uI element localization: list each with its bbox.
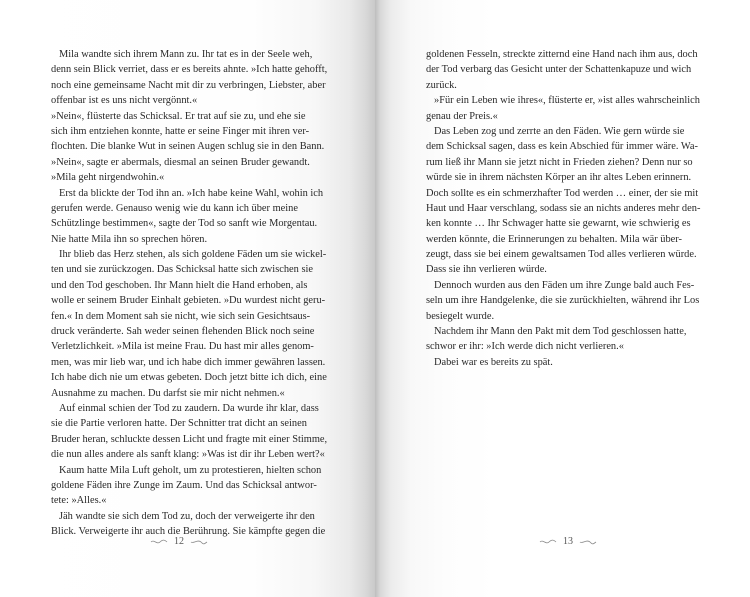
text-line: goldene Fäden ihre Zunge im Zaum. Und das Schicksal antwor- <box>51 479 317 491</box>
text-line: Dennoch wurden aus den Fäden um ihre Zunge bald auch Fes- <box>434 279 695 291</box>
text-line: Blick. Verweigerte ihr auch die Berührung. Sie kämpfte gegen die <box>51 526 326 538</box>
text-line: ten und sie zurückzogen. Das Schicksal hatte sich zwischen sie <box>51 264 313 276</box>
text-line: Schützlinge bestimmen«, sagte der Tod so sanft wie Morgentau. <box>51 218 318 230</box>
text-line: »Nein«, sagte er abermals, diesmal an seinen Bruder gewandt. <box>51 156 310 168</box>
text-line: »Für ein Leben wie ihres«, flüsterte er, »ist alles wahrscheinlich <box>434 95 700 107</box>
text-line: Ihr blieb das Herz stehen, als sich goldene Fäden um sie wickel- <box>59 249 327 261</box>
text-line: werden könnte, die Erinnerungen zu behalten. Mila wär über- <box>426 233 682 245</box>
text-line: rum ließ ihr Mann sie jetzt nicht in Frieden ziehen? Denn nur so <box>426 156 693 168</box>
text-line: Haut und Haar verschlang, sodass sie an nichts anderes mehr den- <box>426 202 701 214</box>
text-line: Verletzlichkeit. »Mila ist meine Frau. Du hast mir alles genom- <box>51 341 314 353</box>
text-line: ken konnte … Ihr Schwager hatte sie gewarnt, wie schwierig es <box>426 218 691 230</box>
text-line: und den Tod geschoben. Ihr Mann hielt die Hand erhoben, als <box>51 279 308 291</box>
text-line: besiegelt wurde. <box>426 310 495 322</box>
text-line: Nachdem ihr Mann den Pakt mit dem Tod geschlossen hatte, <box>434 326 687 338</box>
text-line: Erst da blickte der Tod ihn an. »Ich habe keine Wahl, wohin ich <box>59 187 324 199</box>
text-line: Ich habe dich nie um etwas gebeten. Doch jetzt bitte ich dich, eine <box>51 372 327 384</box>
text-line: Auf einmal schien der Tod zu zaudern. Da wurde ihr klar, dass <box>59 402 319 414</box>
text-line: Bruder heran, schluckte dessen Licht und fragte mit einer Stimme, <box>51 433 328 445</box>
text-line: sich ihm entziehen konnte, hatte er seine Finger mit ihren ver- <box>51 125 310 137</box>
text-line: flochten. Die blanke Wut in seinen Augen schlug sie in den Bann. <box>51 141 325 153</box>
text-line: dem Schicksal sagen, dass es kein Abschied für immer wäre. Wa- <box>426 141 698 153</box>
text-line: sie die Partie verloren hatte. Der Schnitter trat dicht an seinen <box>51 418 307 430</box>
text-line: seln um ihre Handgelenke, die sie zurückhielten, während ihr Los <box>426 295 700 307</box>
page-number-left <box>150 536 208 547</box>
text-line: zurück. <box>426 79 457 91</box>
text-line: Kaum hatte Mila Luft geholt, um zu protestieren, hielten schon <box>59 464 322 476</box>
swash-ornament-icon <box>539 539 557 545</box>
text-line: genau der Preis.« <box>426 110 498 122</box>
text-line: Nie hatte Mila ihn so sprechen hören. <box>51 233 208 245</box>
text-line: Dabei war es bereits zu spät. <box>434 356 553 368</box>
text-line: würde sie in ihrem nächsten Körper an ihr altes Leben erinnern. <box>426 172 692 184</box>
swash-ornament-icon <box>190 539 208 545</box>
swash-ornament-icon <box>579 539 597 545</box>
page-number: 13 <box>563 536 573 547</box>
text-line: zeugt, dass sie bei einem gewaltsamen Tod alles verlieren würde. <box>426 249 697 261</box>
text-line: Ausnahme zu machen. Du darfst sie mir nicht nehmen.« <box>51 387 285 399</box>
right-page <box>375 0 750 597</box>
text-line: tete: »Alles.« <box>51 495 107 507</box>
text-line: gerufen werde. Genauso wenig wie du kann ich über meine <box>51 202 298 214</box>
text-line: Jäh wandte sie sich dem Tod zu, doch der verweigerte ihr den <box>59 510 315 522</box>
text-line: Dass sie ihn verlieren würde. <box>426 264 547 276</box>
text-line: druck veränderte. Sah weder seinen flehenden Blick noch seine <box>51 326 315 338</box>
text-line: die nun alles andere als sanft klang: »Was ist dir ihr Leben wert?« <box>51 449 325 461</box>
text-line: goldenen Fesseln, streckte zitternd eine Hand nach ihm aus, doch <box>426 49 698 60</box>
text-line: »Nein«, flüsterte das Schicksal. Er trat auf sie zu, und ehe sie <box>51 110 306 122</box>
text-line: »Mila geht nirgendwohin.« <box>51 172 165 184</box>
text-line: denn sein Blick verriet, dass er es bereits ahnte. »Ich hatte gehofft, <box>51 64 328 76</box>
text-line: offenbar ist es uns nicht vergönnt.« <box>51 95 198 107</box>
text-line: Das Leben zog und zerrte an den Fäden. Wie gern würde sie <box>434 125 685 137</box>
text-line: noch eine gemeinsame Nacht mit dir zu verbringen, Liebster, aber <box>51 79 326 91</box>
page-number: 12 <box>174 536 184 547</box>
text-line: fen.« In dem Moment sah sie nicht, wie sich sein Gesichtsaus- <box>51 310 311 322</box>
text-line: men, was mir lieb war, und ich habe dich immer gewähren lassen. <box>51 356 326 368</box>
text-line: wolle er seinem Bruder Einhalt gebieten. »Du wurdest nicht geru- <box>51 295 326 307</box>
text-line: schwor er ihr: »Ich werde dich nicht verlieren.« <box>426 341 624 353</box>
text-line: Doch sollte es ein schmerzhafter Tod werden … einer, der sie mit <box>426 187 699 199</box>
left-page-text <box>51 47 333 540</box>
page-number-right <box>539 536 597 547</box>
swash-ornament-icon <box>150 539 168 545</box>
text-line: Mila wandte sich ihrem Mann zu. Ihr tat es in der Seele weh, <box>59 49 313 60</box>
right-page-text <box>426 47 706 370</box>
text-line: der Tod verbarg das Gesicht unter der Schattenkapuze und wich <box>426 64 692 76</box>
